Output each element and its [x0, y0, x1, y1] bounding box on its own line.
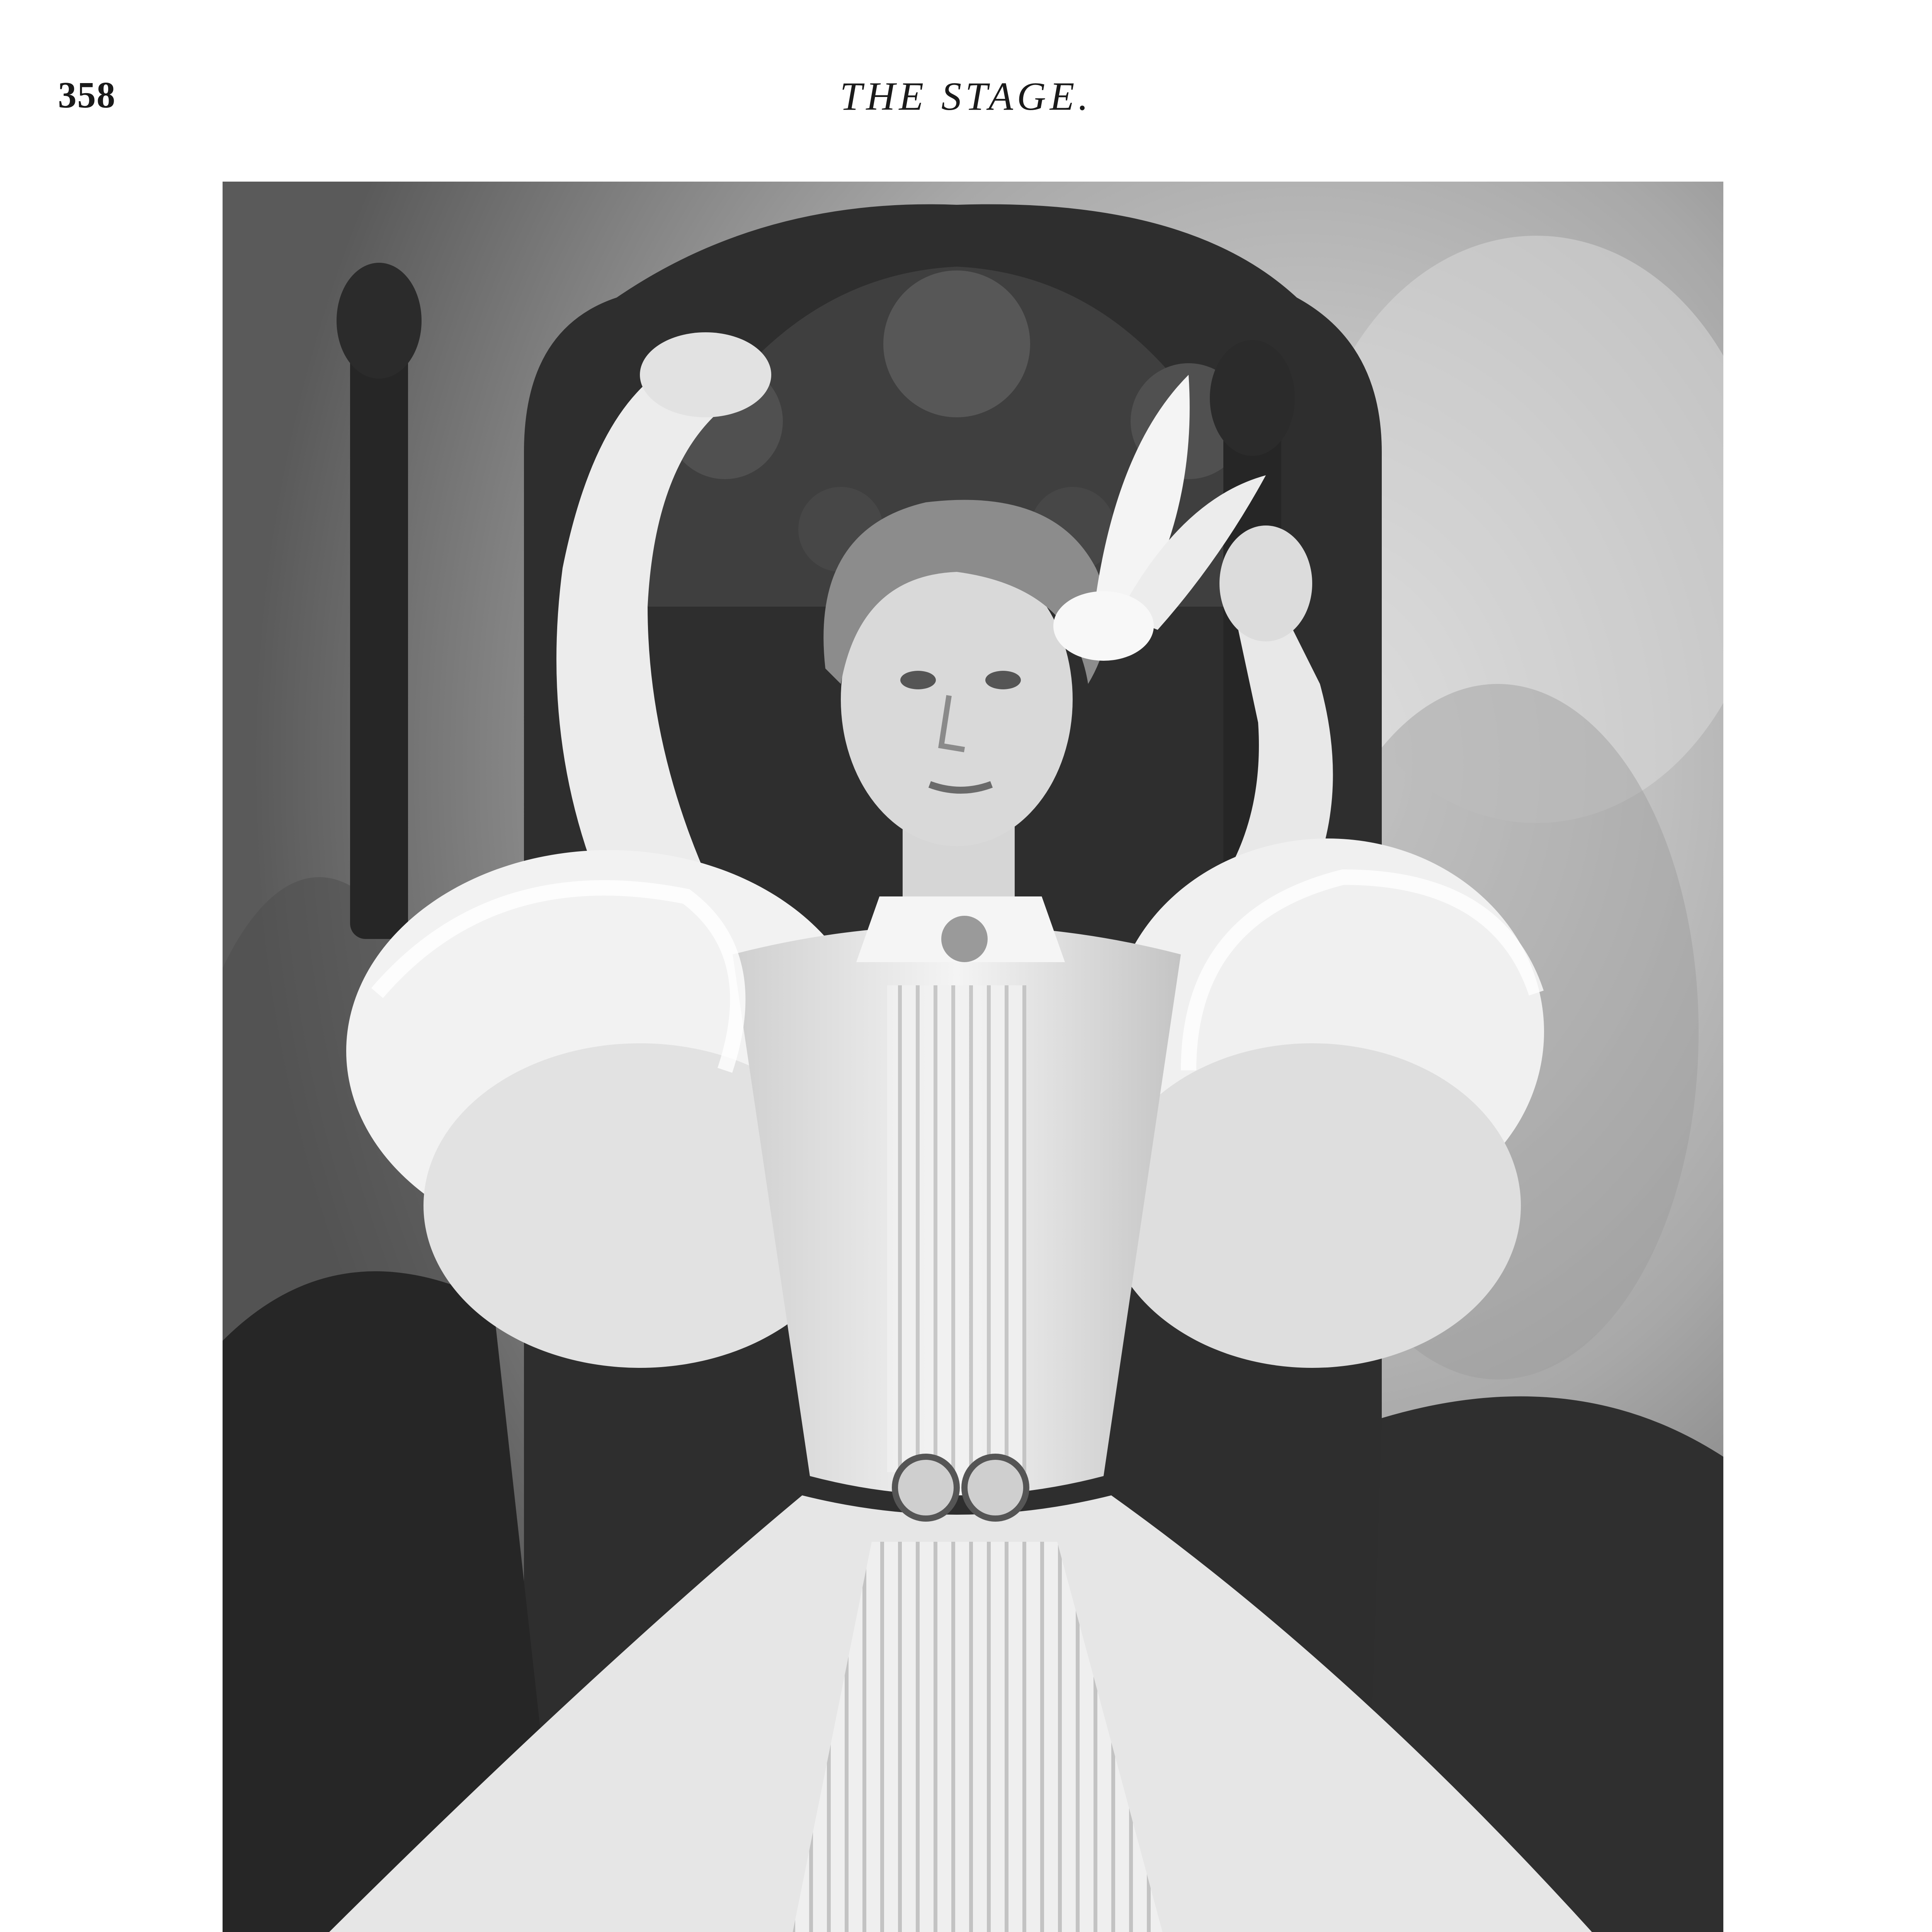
- page-number: 358: [58, 74, 116, 116]
- portrait-photograph: [223, 182, 1723, 1932]
- running-head: THE STAGE.: [840, 74, 1092, 119]
